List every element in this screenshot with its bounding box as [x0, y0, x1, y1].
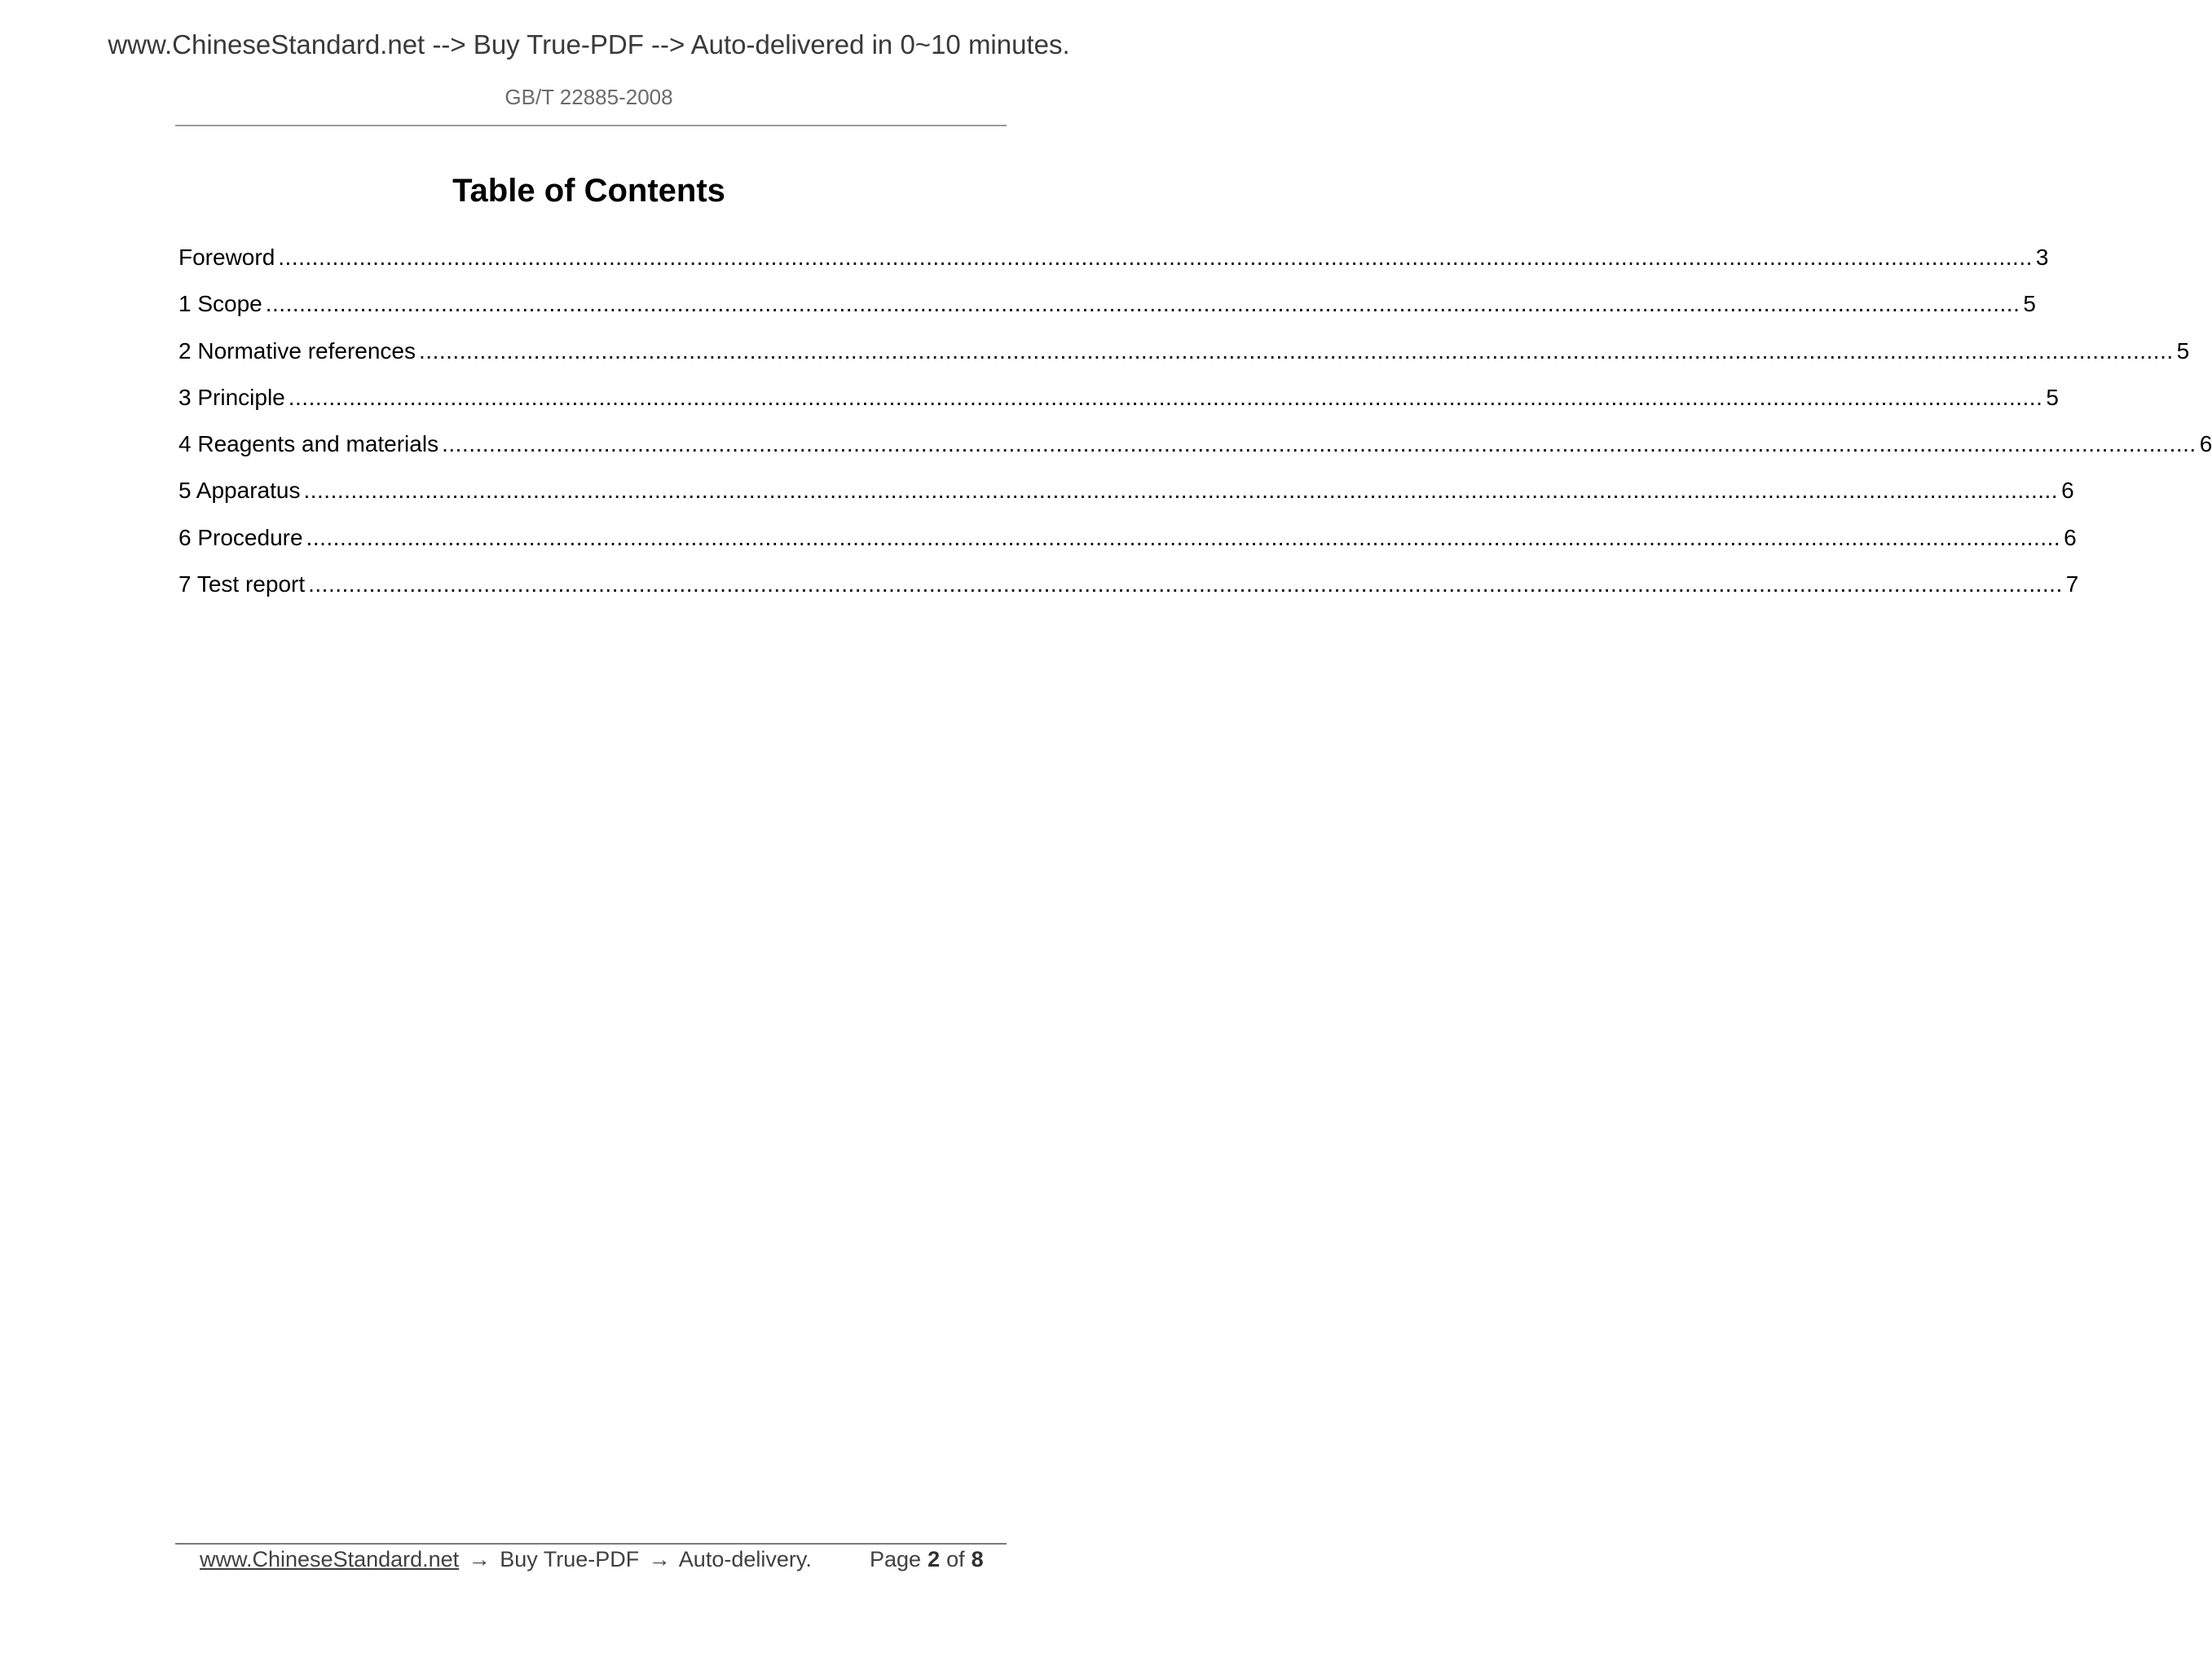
toc-entry-label: 4 Reagents and materials — [178, 431, 439, 457]
toc-entry-principle[interactable] — [178, 384, 2059, 431]
toc-entry-label: 6 Procedure — [178, 524, 303, 550]
toc-entry-page: 5 — [2176, 337, 2190, 364]
standard-code: GB/T 22885-2008 — [505, 85, 673, 109]
toc-entry-label: 1 Scope — [178, 291, 262, 317]
footer-site-link[interactable]: www.ChineseStandard.net — [200, 1547, 460, 1571]
footer-buy-text: Buy True-PDF — [500, 1547, 640, 1571]
total-page-number: 8 — [971, 1547, 984, 1571]
toc-entry-label: 3 Principle — [178, 384, 285, 410]
toc-entry-page: 6 — [2199, 431, 2212, 457]
dot-leader: .................................................................................................................................................................................................................................................................... — [278, 245, 2033, 270]
footer-delivery-text: Auto-delivery. — [678, 1547, 812, 1571]
toc-entry-page: 3 — [2035, 245, 2049, 270]
dot-leader: .................................................................................................................................................................................................................................................................... — [306, 524, 2061, 550]
dot-leader: .................................................................................................................................................................................................................................................................... — [308, 571, 2063, 597]
right-arrow-icon: → — [648, 1547, 671, 1571]
toc-entry-test-report[interactable] — [178, 571, 2079, 618]
toc-entry-reagents-and-materials[interactable] — [178, 431, 2212, 478]
dot-leader: .................................................................................................................................................................................................................................................................... — [419, 337, 2174, 364]
dot-leader: .................................................................................................................................................................................................................................................................... — [265, 291, 2020, 317]
toc-entry-normative-references[interactable] — [178, 337, 2190, 385]
toc-entry-page: 5 — [2046, 384, 2059, 410]
dot-leader: .................................................................................................................................................................................................................................................................... — [303, 478, 2059, 504]
toc-entry-page: 7 — [2065, 571, 2079, 597]
dot-leader: .................................................................................................................................................................................................................................................................... — [442, 431, 2197, 457]
toc-entry-label: 5 Apparatus — [178, 478, 301, 504]
toc-entry-procedure[interactable] — [178, 524, 2077, 571]
page-indicator — [870, 1547, 990, 1572]
toc-entry-label: 7 Test report — [178, 571, 306, 597]
dot-leader: .................................................................................................................................................................................................................................................................... — [288, 384, 2043, 410]
of-word: of — [946, 1547, 965, 1571]
page-footer — [200, 1547, 998, 1572]
toc-entry-label: Foreword — [178, 245, 275, 270]
footer-divider — [175, 1543, 1007, 1545]
toc-entry-label: 2 Normative references — [178, 337, 416, 364]
toc-entry-page: 6 — [2064, 524, 2077, 550]
toc-title: Table of Contents — [452, 173, 725, 209]
current-page-number: 2 — [928, 1547, 941, 1571]
toc-entry-apparatus[interactable] — [178, 478, 2074, 524]
toc-list — [178, 245, 2212, 618]
toc-entry-scope[interactable] — [178, 291, 2036, 337]
header-divider — [175, 125, 1007, 126]
top-banner: www.ChineseStandard.net --> Buy True-PDF --> Auto-delivered in 0~10 minutes. — [108, 29, 1070, 60]
page-word: Page — [870, 1547, 922, 1571]
toc-entry-page: 6 — [2061, 478, 2074, 504]
toc-entry-page: 5 — [2023, 291, 2036, 317]
toc-entry-foreword[interactable] — [178, 245, 2049, 291]
right-arrow-icon: → — [468, 1547, 491, 1571]
